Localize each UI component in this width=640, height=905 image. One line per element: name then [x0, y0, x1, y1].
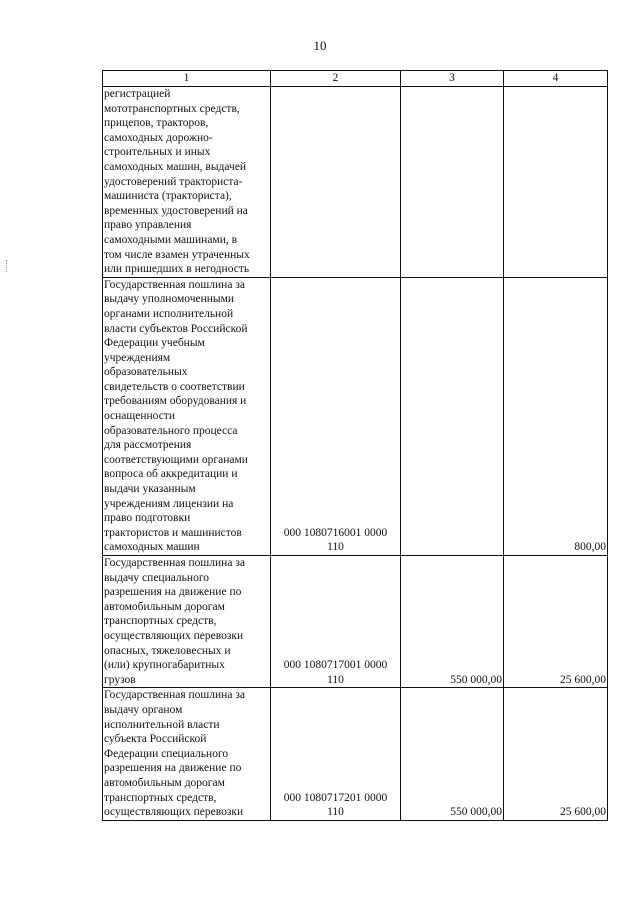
column-header-3: 3: [401, 71, 504, 87]
row-col3: 550 000,00: [401, 556, 504, 688]
row-col3: 550 000,00: [401, 688, 504, 820]
row-col3: [401, 87, 504, 278]
column-header-4: 4: [504, 71, 608, 87]
row-col4: 25 600,00: [504, 556, 608, 688]
table-header-row: [103, 71, 608, 87]
column-header-2: 2: [271, 71, 401, 87]
table-row: [103, 556, 608, 688]
row-code: 000 1080717001 0000 110: [271, 556, 401, 688]
row-description: Государственная пошлина за выдачу органом исполнительной власти субъекта Российской Федерации специального разрешения на движение по автомобильным дорогам транспортных средств, осуществляющих перевозки: [103, 688, 271, 820]
row-code: 000 1080716001 0000 110: [271, 277, 401, 555]
row-col3: [401, 277, 504, 555]
row-col4: 25 600,00: [504, 688, 608, 820]
row-col4: [504, 87, 608, 278]
row-code: [271, 87, 401, 278]
table-row: [103, 277, 608, 555]
column-header-1: 1: [103, 71, 271, 87]
row-description: Государственная пошлина за выдачу специального разрешения на движение по автомобильным дорогам транспортных средств, осуществляющих перевозки опасных, тяжеловесных и (или) крупногабаритных грузов: [103, 556, 271, 688]
row-description: Государственная пошлина за выдачу уполномоченными органами исполнительной власти субъектов Российской Федерации учебным учреждениям образовательных свидетельств о соответствии требованиям оборудования и оснащенности образовательного процесса для рассмотрения соответствующими органами вопроса об аккредитации и выдачи указанным учреждениям лицензии на право подготовки трактористов и машинистов самоходных машин: [103, 277, 271, 555]
page-number: 10: [313, 38, 327, 53]
row-code: 000 1080717201 0000 110: [271, 688, 401, 820]
row-col4: 800,00: [504, 277, 608, 555]
table-row: [103, 688, 608, 820]
margin-mark: [6, 260, 9, 272]
fees-table: [102, 70, 608, 821]
row-description: регистрацией мототранспортных средств, прицепов, тракторов, самоходных дорожно- строительных и иных самоходных машин, выдачей удостоверений тракториста- машиниста (тракториста), временных удостоверений на право управления самоходными машинами, в том числе взамен утраченных или пришедших в негодность: [103, 87, 271, 278]
table-row: [103, 87, 608, 278]
